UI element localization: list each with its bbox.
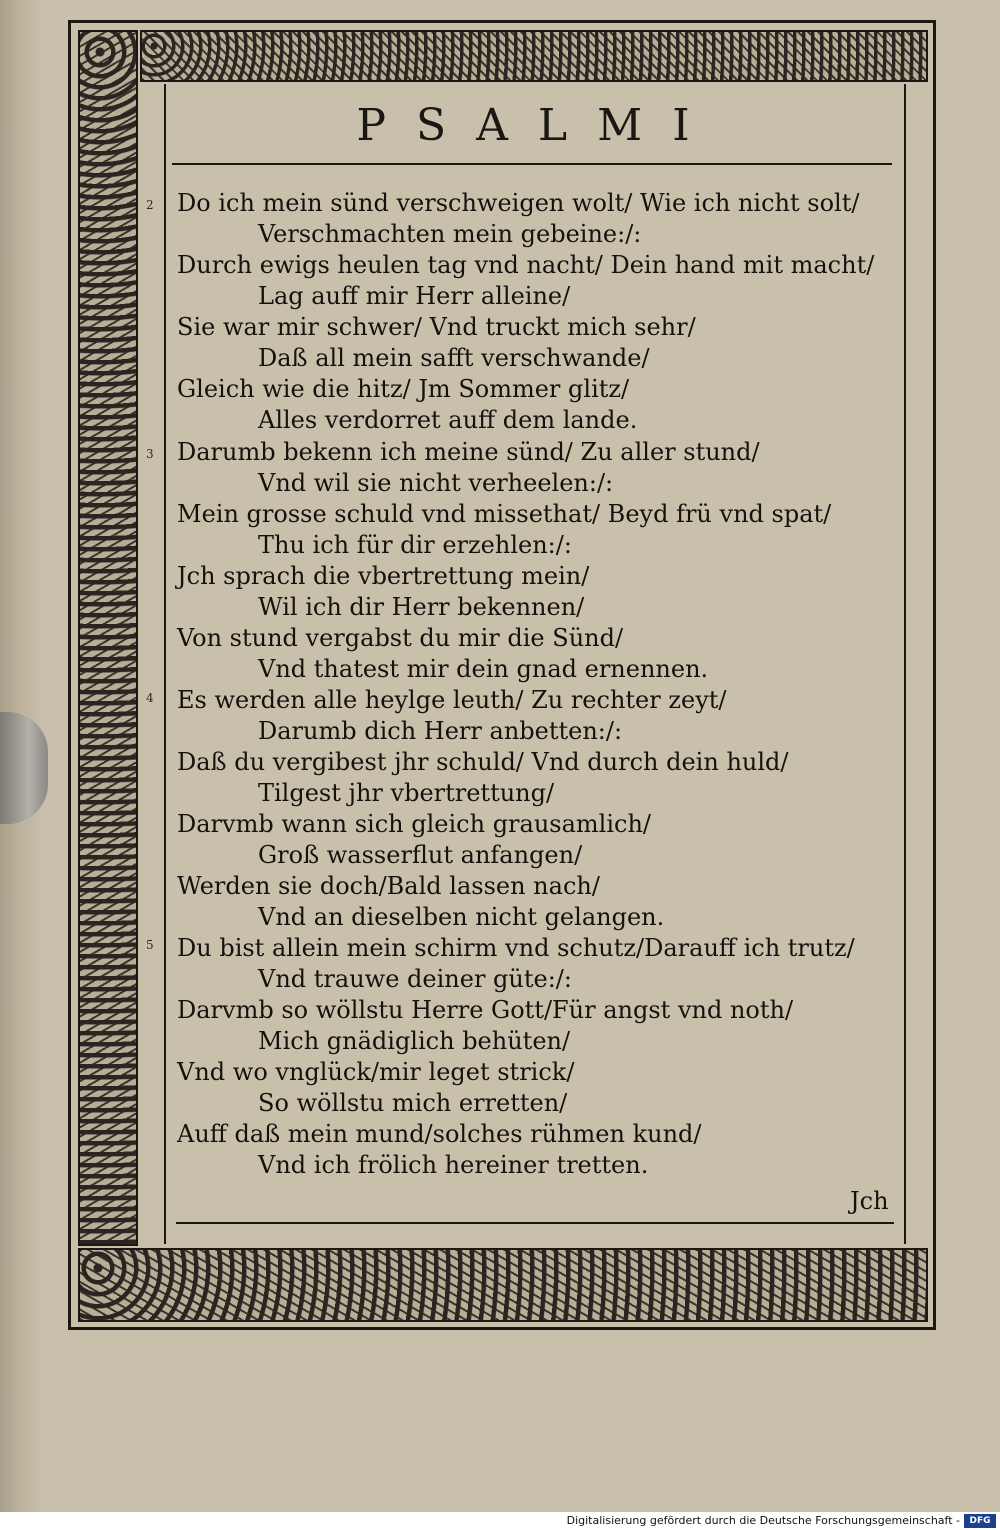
verse-line: So wöllstu mich erretten/ — [258, 1089, 568, 1117]
verse-line: Vnd wil sie nicht verheelen:/: — [258, 469, 614, 497]
verse-line: Verschmachten mein gebeine:/: — [258, 220, 642, 248]
verse-line: Darvmb so wöllstu Herre Gott/Für angst vnd noth/ — [177, 996, 794, 1024]
verse-number: 2 — [146, 198, 154, 212]
verse-line: Durch ewigs heulen tag vnd nacht/ Dein hand mit macht/ — [177, 251, 875, 279]
verse-line: Daß du vergibest jhr schuld/ Vnd durch dein huld/ — [177, 748, 789, 776]
verse-line: Tilgest jhr vbertrettung/ — [258, 779, 555, 807]
funding-credit: Digitalisierung gefördert durch die Deutsche Forschungsgemeinschaft - — [566, 1514, 960, 1527]
verse-line: Jch sprach die vbertrettung mein/ — [177, 562, 590, 590]
verse-line: Sie war mir schwer/ Vnd truckt mich sehr/ — [177, 313, 696, 341]
verse-line: Thu ich für dir erzehlen:/: — [258, 531, 572, 559]
bottom-rule — [176, 1222, 894, 1224]
verse-number: 3 — [146, 447, 154, 461]
page-title: PSALMI — [356, 100, 720, 151]
verse-line: Vnd an dieselben nicht gelangen. — [258, 903, 665, 931]
verse-line: Darumb dich Herr anbetten:/: — [258, 717, 623, 745]
verse-line: Es werden alle heylge leuth/ Zu rechter zeyt/ — [177, 686, 727, 714]
verse-line: Darumb bekenn ich meine sünd/ Zu aller stund/ — [177, 438, 760, 466]
verse-line: Wil ich dir Herr bekennen/ — [258, 593, 585, 621]
verse-line: Alles verdorret auff dem lande. — [258, 406, 638, 434]
footer-bar — [0, 1512, 1000, 1530]
top-ornament-frieze — [140, 30, 928, 82]
verse-line: Von stund vergabst du mir die Sünd/ — [177, 624, 624, 652]
verse-line: Vnd wo vnglück/mir leget strick/ — [177, 1058, 575, 1086]
verse-line: Vnd ich frölich hereiner tretten. — [258, 1151, 649, 1179]
verse-line: Mich gnädiglich behüten/ — [258, 1027, 571, 1055]
verse-line: Lag auff mir Herr alleine/ — [258, 282, 571, 310]
verse-line: Du bist allein mein schirm vnd schutz/Darauff ich trutz/ — [177, 934, 855, 962]
verse-line: Auff daß mein mund/solches rühmen kund/ — [177, 1120, 702, 1148]
verse-line: Vnd trauwe deiner güte:/: — [258, 965, 572, 993]
title-rule — [172, 163, 892, 165]
verse-number: 4 — [146, 691, 154, 705]
catchword: Jch — [850, 1187, 889, 1215]
verse-line: Mein grosse schuld vnd missethat/ Beyd frü vnd spat/ — [177, 500, 832, 528]
verse-line: Darvmb wann sich gleich grausamlich/ — [177, 810, 652, 838]
verse-line: Gleich wie die hitz/ Jm Sommer glitz/ — [177, 375, 630, 403]
dfg-logo: DFG — [964, 1514, 996, 1528]
left-ornament-frieze — [78, 30, 138, 1246]
verse-line: Do ich mein sünd verschweigen wolt/ Wie ich nicht solt/ — [177, 189, 860, 217]
bottom-ornament-frieze — [78, 1248, 928, 1322]
verse-line: Werden sie doch/Bald lassen nach/ — [177, 872, 600, 900]
verse-line: Groß wasserflut anfangen/ — [258, 841, 583, 869]
verse-number: 5 — [146, 938, 154, 952]
verse-line: Daß all mein safft verschwande/ — [258, 344, 650, 372]
verse-line: Vnd thatest mir dein gnad ernennen. — [258, 655, 709, 683]
